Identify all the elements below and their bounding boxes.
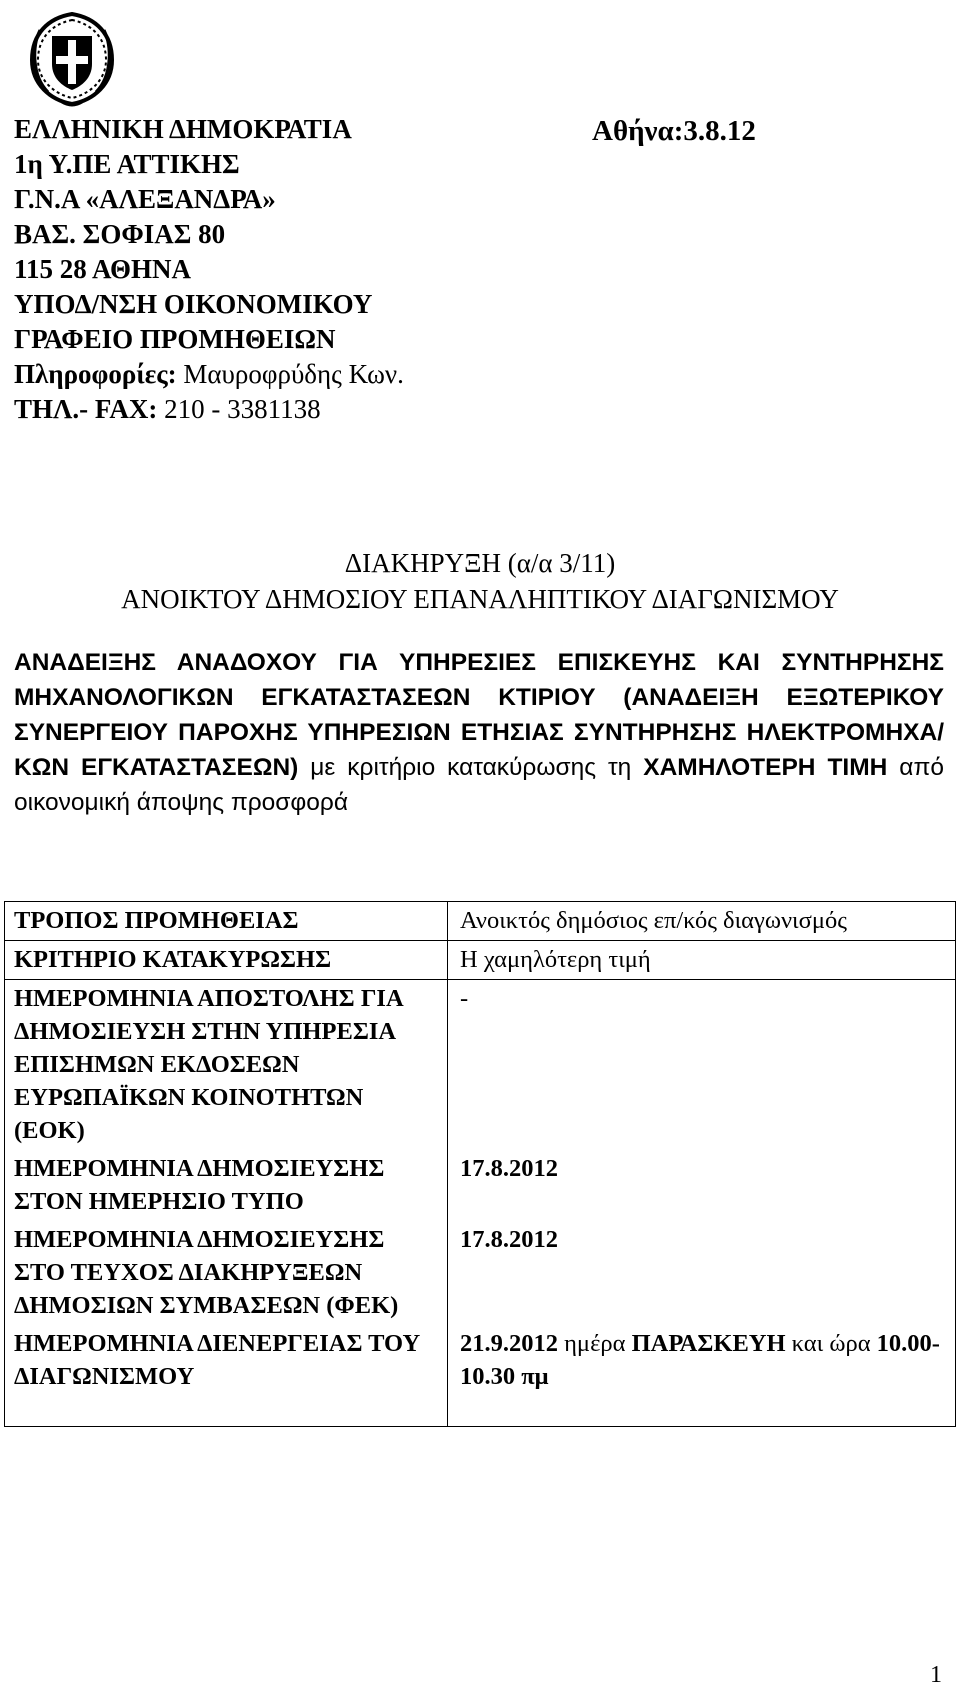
subject-text: με κριτήριο κατακύρωσης τη [298,754,644,781]
row-value: 17.8.2012 [448,1150,956,1221]
sender-line: 115 28 ΑΘΗΝΑ [14,254,191,284]
row-label: ΚΡΙΤΗΡΙΟ ΚΑΤΑΚΥΡΩΣΗΣ [5,941,448,980]
sender-block [14,112,404,427]
info-line [14,357,404,392]
row-value: 17.8.2012 [448,1221,956,1325]
row-label: ΗΜΕΡΟΜΗΝΙΑ ΔΗΜΟΣΙΕΥΣΗΣ ΣΤΟΝ ΗΜΕΡΗΣΙΟ ΤΥΠΟ [5,1150,448,1221]
info-label: Πληροφορίες: [14,359,177,389]
document-subtitle: ΑΝΟΙΚΤΟΥ ΔΗΜΟΣΙΟΥ ΕΠΑΝΑΛΗΠΤΙΚΟΥ ΔΙΑΓΩΝΙΣΜΟΥ [121,584,839,614]
sender-line: ΓΡΑΦΕΙΟ ΠΡΟΜΗΘΕΙΩΝ [14,324,336,354]
tender-time: 10.00-10.30 πμ [460,1330,940,1390]
row-label: ΗΜΕΡΟΜΗΝΙΑ ΔΗΜΟΣΙΕΥΣΗΣ ΣΤΟ ΤΕΥΧΟΣ ΔΙΑΚΗΡΥΞΕΩΝ ΔΗΜΟΣΙΩΝ ΣΥΜΒΑΣΕΩΝ (ΦΕΚ) [5,1221,448,1325]
subject-criterion: ΧΑΜΗΛΟΤΕΡΗ ΤΙΜΗ [643,754,888,781]
table-row [5,902,956,941]
tender-info-table [4,901,956,1427]
page-number: 1 [930,1662,942,1688]
row-value [448,1325,956,1427]
coat-of-arms-icon [18,6,126,110]
sender-line: ΥΠΟΔ/ΝΣΗ ΟΙΚΟΝΟΜΙΚΟΥ [14,289,373,319]
table-row [5,1221,956,1325]
phone-line [14,392,404,427]
tender-day: ΠΑΡΑΣΚΕΥΗ [631,1330,786,1357]
table-row [5,1150,956,1221]
phone-label: ΤΗΛ.- FAX: [14,394,158,424]
sender-line: 1η Υ.ΠΕ ΑΤΤΙΚΗΣ [14,149,240,179]
row-label: ΗΜΕΡΟΜΗΝΙΑ ΑΠΟΣΤΟΛΗΣ ΓΙΑ ΔΗΜΟΣΙΕΥΣΗ ΣΤΗΝ ΥΠΗΡΕΣΙΑ ΕΠΙΣΗΜΩΝ ΕΚΔΟΣΕΩΝ ΕΥΡΩΠΑΪΚΩΝ ΚΟΙΝΟΤΗΤΩΝ (ΕΟΚ) [5,980,448,1151]
sender-line: ΕΛΛΗΝΙΚΗ ΔΗΜΟΚΡΑΤΙΑ [14,114,352,144]
time-label: και ώρα [785,1330,877,1357]
subject-bold-text: ΑΝΑΔΕΙΞΗΣ ΑΝΑΔΟΧΟΥ ΓΙΑ ΥΠΗΡΕΣΙΕΣ ΕΠΙΣΚΕΥΗΣ ΚΑΙ ΣΥΝΤΗΡΗΣΗΣ ΜΗΧΑΝΟΛΟΓΙΚΩΝ ΕΓΚΑΤΑΣΤΑΣΕΩΝ ΚΤΙΡΙΟΥ (ΑΝΑΔΕΙΞΗ ΕΞΩΤΕΡΙΚΟΥ ΣΥΝΕΡΓΕΙΟΥ ΠΑΡΟΧΗΣ ΥΠΗΡΕΣΙΩΝ ΕΤΗΣΙΑΣ ΣΥΝΤΗΡΗΣΗΣ ΗΛΕΚΤΡΟΜΗΧΑ/ΚΩΝ ΕΓΚΑΤΑΣΤΑΣΕΩΝ) [14,649,944,781]
tender-date: 21.9.2012 [460,1330,558,1357]
row-value: Ανοικτός δημόσιος επ/κός διαγωνισμός [448,902,956,941]
phone-value: 210 - 3381138 [157,394,321,424]
row-value: - [448,980,956,1151]
sender-line: Γ.Ν.Α «ΑΛΕΞΑΝΔΡΑ» [14,184,276,214]
subject-text-end: από οικονομική άποψης προσφορά [14,754,944,816]
document-title: ΔΙΑΚΗΡΥΞΗ (α/α 3/11) [344,548,616,578]
info-value: Μαυροφρύδης Κων. [176,359,404,389]
table-row [5,980,956,1151]
row-value: Η χαμηλότερη τιμή [448,941,956,980]
table-row [5,941,956,980]
sender-line: ΒΑΣ. ΣΟΦΙΑΣ 80 [14,219,226,249]
subject-paragraph [14,645,944,820]
document-date: Αθήνα:3.8.12 [592,115,756,147]
table-row [5,1325,956,1427]
day-label: ημέρα [558,1330,632,1357]
row-label: ΤΡΟΠΟΣ ΠΡΟΜΗΘΕΙΑΣ [5,902,448,941]
row-label: ΗΜΕΡΟΜΗΝΙΑ ΔΙΕΝΕΡΓΕΙΑΣ ΤΟΥ ΔΙΑΓΩΝΙΣΜΟΥ [5,1325,448,1427]
